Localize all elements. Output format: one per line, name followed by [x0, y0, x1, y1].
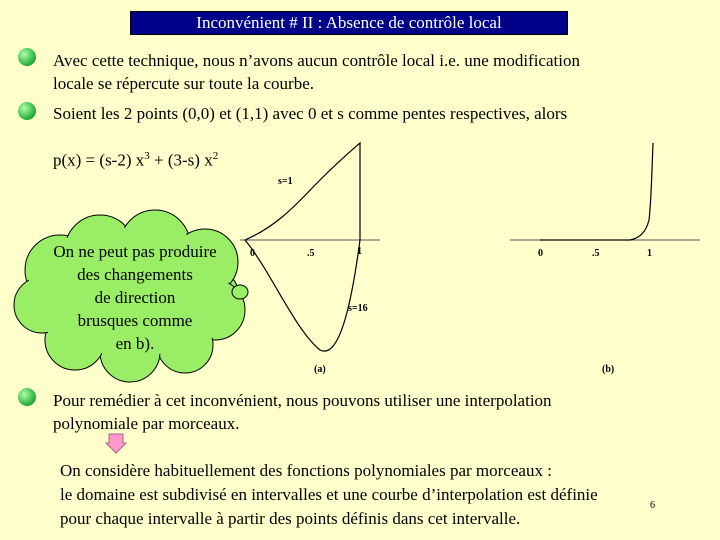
label-s1: s=1 [278, 176, 293, 187]
footer-line-2: le domaine est subdivisé en intervalles et une courbe d’interpolation est définie [60, 485, 598, 504]
cloud-text [30, 240, 240, 355]
formula-exp1: 3 [144, 150, 150, 162]
slide-title: Inconvénient # II : Absence de contrôle local [130, 11, 568, 35]
cloud-line-3: de direction [94, 288, 176, 307]
footer-line-3: pour chaque intervalle à partir des points définis dans cet intervalle. [60, 509, 521, 528]
bullet-1-line-1: Avec cette technique, nous n’avons aucun contrôle local i.e. une modification [53, 51, 580, 70]
bullet-icon [18, 388, 36, 406]
fig-b-tick-0: 0 [538, 248, 543, 259]
cloud-line-5: en b). [115, 334, 155, 353]
fig-b-caption: (b) [602, 364, 615, 375]
formula-middle: + (3-s) x [149, 150, 213, 170]
fig-b-tick-half: .5 [592, 248, 600, 259]
down-arrow-icon [105, 433, 127, 455]
fig-a-tick-half: .5 [307, 248, 315, 259]
fig-a-caption: (a) [314, 364, 326, 375]
label-s16: s=16 [348, 303, 368, 314]
cloud-line-2: des changements [77, 265, 193, 284]
fig-a-tick-0: 0 [250, 248, 255, 259]
fig-b-tick-1: 1 [647, 248, 652, 259]
formula-exp2: 2 [212, 150, 219, 162]
formula-prefix: p(x) = (s-2) x [53, 150, 145, 170]
bullet-2-text: Soient les 2 points (0,0) et (1,1) avec 0 et s comme pentes respectives, alors [53, 104, 568, 123]
footer-line-1: On considère habituellement des fonctions polynomiales par morceaux : [60, 461, 552, 480]
cloud-line-1: On ne peut pas produire [53, 242, 217, 261]
bullet-1-line-2: locale se répercute sur toute la courbe. [53, 74, 315, 93]
bullet-3-line-2: polynomiale par morceaux. [53, 414, 240, 433]
cloud-line-4: brusques comme [77, 311, 193, 330]
bullet-3-line-1: Pour remédier à cet inconvénient, nous pouvons utiliser une interpolation [53, 391, 552, 410]
page-number: 6 [650, 500, 655, 511]
fig-a-tick-1: 1 [357, 246, 362, 257]
